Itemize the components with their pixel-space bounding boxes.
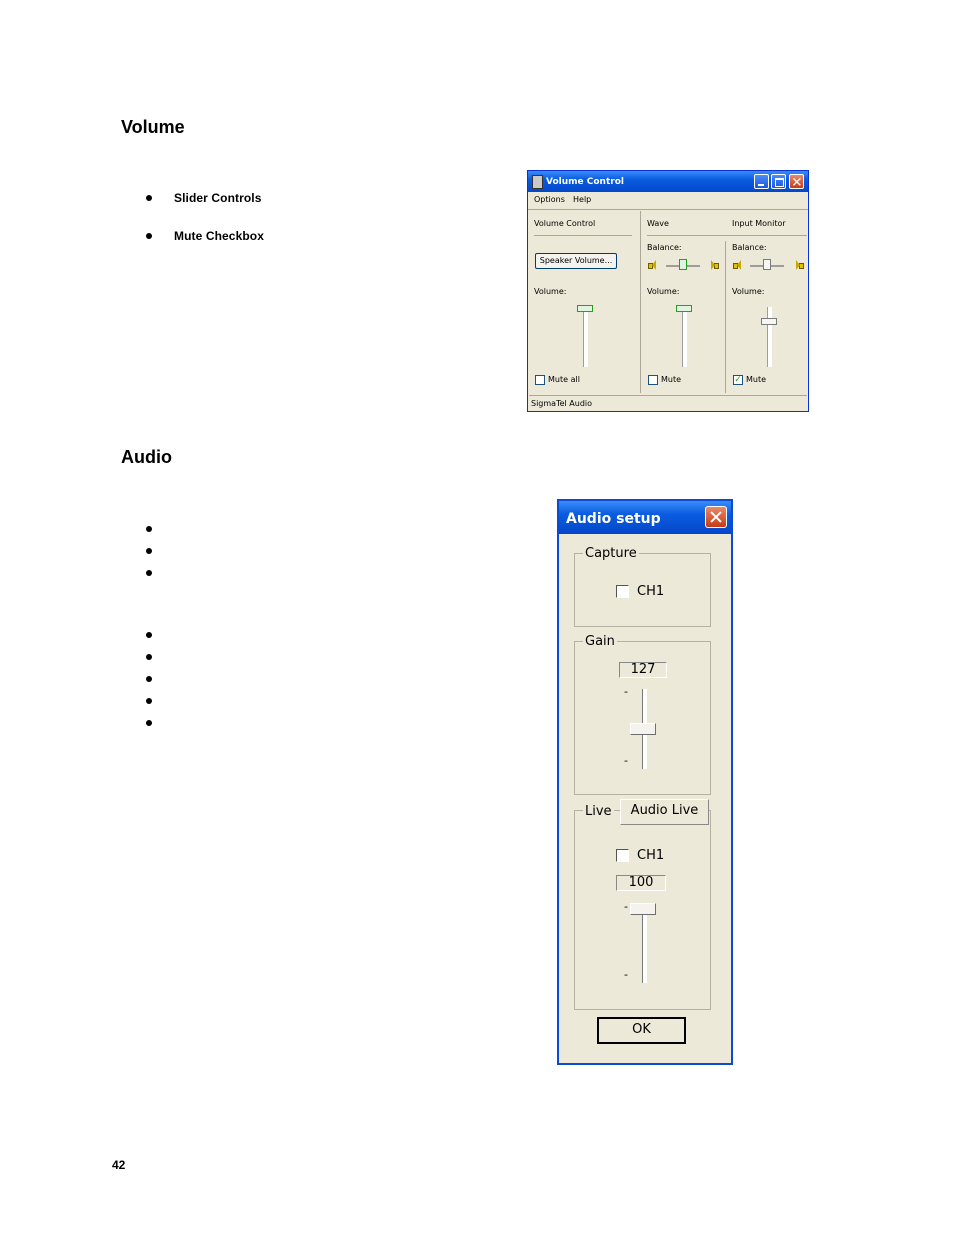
column-name-volume-control: Volume Control	[534, 219, 596, 228]
live-ch1-checkbox[interactable]	[616, 849, 629, 862]
gain-slider-thumb[interactable]	[630, 723, 656, 735]
live-slider-thumb[interactable]	[630, 903, 656, 915]
status-bar	[529, 395, 807, 411]
speaker-left-icon	[648, 260, 656, 270]
speaker-left-icon	[733, 260, 741, 270]
bullet-marker	[146, 526, 154, 534]
volume-control-window	[527, 170, 809, 412]
column-divider	[640, 211, 641, 393]
bullet-marker	[146, 720, 154, 728]
live-dash-bottom: -	[624, 968, 628, 981]
gain-label: Gain	[585, 634, 615, 649]
close-button[interactable]	[705, 506, 727, 528]
wave-volume-label: Volume:	[647, 287, 680, 296]
close-icon	[792, 177, 801, 186]
input-mute-label: Mute	[746, 375, 767, 384]
input-volume-slider-thumb[interactable]	[761, 318, 777, 325]
capture-ch1-checkbox[interactable]	[616, 585, 629, 598]
volume-control-titlebar[interactable]	[528, 171, 808, 192]
menu-divider	[528, 209, 808, 210]
bullet-marker	[146, 698, 154, 706]
column-divider	[725, 241, 726, 393]
column-header-line	[647, 235, 807, 236]
mute-all-checkbox[interactable]	[535, 375, 545, 385]
audio-setup-dialog	[557, 499, 733, 1065]
gain-value: 127	[619, 662, 667, 678]
status-text: SigmaTel Audio	[531, 399, 593, 408]
audio-setup-title: Audio setup	[566, 511, 661, 527]
mute-all-label: Mute all	[548, 375, 580, 384]
column-header-line	[534, 235, 632, 236]
bullet-marker	[146, 570, 154, 578]
speaker-right-icon	[796, 260, 804, 270]
wave-balance-thumb[interactable]	[679, 259, 687, 270]
column-name-wave: Wave	[647, 219, 669, 228]
page-number: 42	[112, 1158, 126, 1172]
menu-options[interactable]: Options	[534, 195, 565, 204]
input-balance-thumb[interactable]	[763, 259, 771, 270]
wave-volume-slider-thumb[interactable]	[676, 305, 692, 312]
gain-dash-top: -	[624, 685, 628, 698]
bullet-marker	[146, 195, 154, 203]
speaker-volume-button[interactable]: Speaker Volume...	[535, 253, 617, 269]
gain-dash-bottom: -	[624, 754, 628, 767]
input-mute-checkbox[interactable]: ✓	[734, 375, 742, 385]
bullet-marker	[146, 233, 154, 241]
audio-live-button[interactable]: Audio Live	[620, 799, 709, 825]
audio-setup-titlebar[interactable]	[559, 501, 731, 534]
wave-mute-checkbox[interactable]	[648, 375, 658, 385]
live-value: 100	[616, 875, 666, 891]
maximize-button[interactable]	[771, 174, 786, 189]
bullet-marker	[146, 654, 154, 662]
bullet-mute-checkbox: Mute Checkbox	[174, 229, 264, 243]
minimize-icon	[758, 184, 764, 186]
live-ch1-label: CH1	[637, 848, 665, 863]
wave-mute-label: Mute	[661, 375, 682, 384]
speaker-right-icon	[711, 260, 719, 270]
close-button[interactable]	[789, 174, 804, 189]
ok-button[interactable]: OK	[597, 1017, 686, 1044]
master-volume-slider-thumb[interactable]	[577, 305, 593, 312]
master-volume-slider-track[interactable]	[583, 307, 588, 367]
input-volume-slider-track[interactable]	[767, 307, 772, 367]
close-icon	[706, 507, 726, 527]
input-balance-label: Balance:	[732, 243, 767, 252]
menu-help[interactable]: Help	[573, 195, 592, 204]
capture-ch1-label: CH1	[637, 584, 665, 599]
volume-control-title: Volume Control	[546, 177, 624, 187]
minimize-button[interactable]	[754, 174, 769, 189]
maximize-icon	[775, 178, 784, 187]
audio-heading: Audio	[121, 447, 172, 467]
volume-heading: Volume	[121, 117, 185, 137]
bullet-slider-controls: Slider Controls	[174, 191, 262, 205]
wave-balance-label: Balance:	[647, 243, 682, 252]
bullet-marker	[146, 548, 154, 556]
column-name-input-monitor: Input Monitor	[732, 219, 786, 228]
bullet-marker	[146, 632, 154, 640]
volume-label: Volume:	[534, 287, 567, 296]
input-volume-label: Volume:	[732, 287, 765, 296]
capture-label: Capture	[585, 546, 637, 561]
live-label: Live	[585, 804, 612, 819]
live-dash-top: -	[624, 900, 628, 913]
live-slider-track[interactable]	[642, 903, 647, 983]
wave-volume-slider-track[interactable]	[682, 307, 687, 367]
bullet-marker	[146, 676, 154, 684]
speaker-app-icon	[532, 175, 543, 189]
